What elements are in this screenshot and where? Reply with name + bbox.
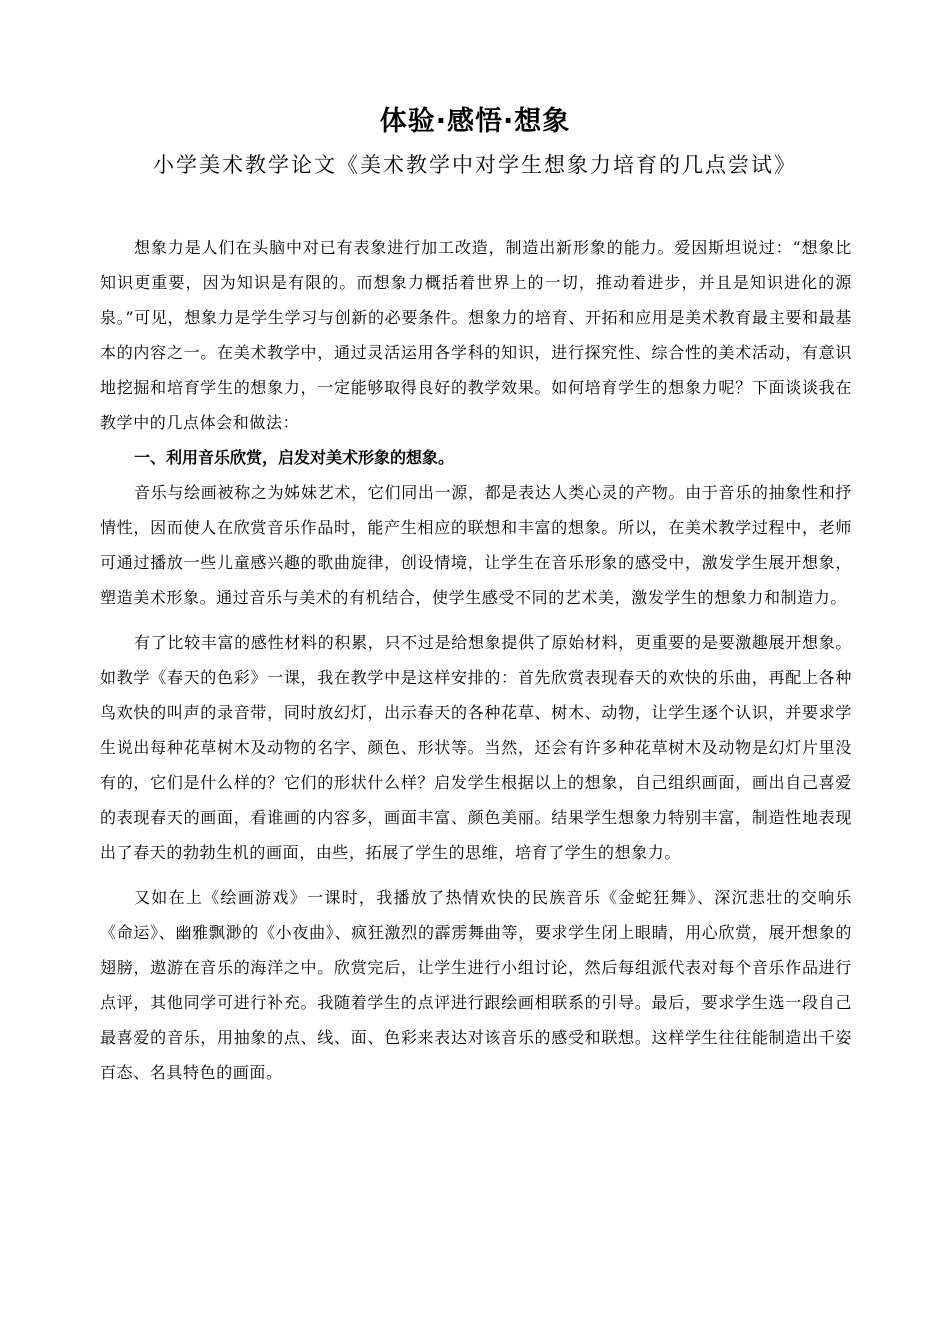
section-1-paragraph-3: 又如在上《绘画游戏》一课时，我播放了热情欢快的民族音乐《金蛇狂舞》、深沉悲壮的交响乐《命运》、幽雅飘渺的《小夜曲》、疯狂激烈的霹雳舞曲等，要求学生闭上眼睛，用心欣赏，展开想象的翅膀，遨游在音乐的海洋之中。欣赏完后，让学生进行小组讨论，然后每组派代表对每个音乐作品进行点评，其他同学可进行补充。我随着学生的点评进行跟绘画相联系的引导。最后，要求学生选一段自己最喜爱的音乐，用抽象的点、线、面、色彩来表达对该音乐的感受和联想。这样学生往往能制造出千姿百态、名具特色的画面。 (100, 888, 852, 1082)
paragraph-gap (100, 870, 852, 880)
section-1-heading: 一、利用音乐欣赏，启发对美术形象的想象。 (134, 448, 455, 467)
document-title: 体验·感悟·想象 (379, 106, 571, 137)
document-body (100, 230, 852, 1090)
paragraph-gap (100, 615, 852, 625)
section-1-paragraph-1: 音乐与绘画被称之为姊妹艺术，它们同出一源，都是表达人类心灵的产物。由于音乐的抽象性和抒情性，因而使人在欣赏音乐作品时，能产生相应的联想和丰富的想象。所以，在美术教学过程中，老师可通过播放一些儿童感兴趣的歌曲旋律，创设情境，让学生在音乐形象的感受中，激发学生展开想象，塑造美术形象。通过音乐与美术的有机结合，使学生感受不同的艺术美，激发学生的想象力和制造力。 (100, 483, 852, 607)
section-1-paragraph-2: 有了比较丰富的感性材料的积累，只不过是给想象提供了原始材料，更重要的是要激趣展开想象。如教学《春天的色彩》一课，我在教学中是这样安排的：首先欣赏表现春天的欢快的乐曲，再配上各种鸟欢快的叫声的录音带，同时放幻灯，出示春天的各种花草、树木、动物，让学生逐个认识，并要求学生说出每种花草树木及动物的名字、颜色、形状等。当然，还会有许多种花草树木及动物是幻灯片里没有的，它们是什么样的？它们的形状什么样？启发学生根据以上的想象，自己组织画面，画出自己喜爱的表现春天的画面，看谁画的内容多，画面丰富、颜色美丽。结果学生想象力特别丰富，制造性地表现出了春天的勃勃生机的画面，由些，拓展了学生的思维，培育了学生的想象力。 (100, 633, 852, 862)
intro-paragraph: 想象力是人们在头脑中对已有表象进行加工改造，制造出新形象的能力。爱因斯坦说过：“想象比知识更重要，因为知识是有限的。而想象力概括着世界上的一切，推动着进步，并且是知识进化的源泉。”可见，想象力是学生学习与创新的必要条件。想象力的培育、开拓和应用是美术教育最主要和最基本的内容之一。在美术教学中，通过灵活运用各学科的知识，进行探究性、综合性的美术活动，有意识地挖掘和培育学生的想象力，一定能够取得良好的教学效果。如何培育学生的想象力呢？下面谈谈我在教学中的几点体会和做法： (100, 238, 852, 432)
document-subtitle: 小学美术教学论文《美术教学中对学生想象力培育的几点尝试》 (153, 153, 797, 177)
